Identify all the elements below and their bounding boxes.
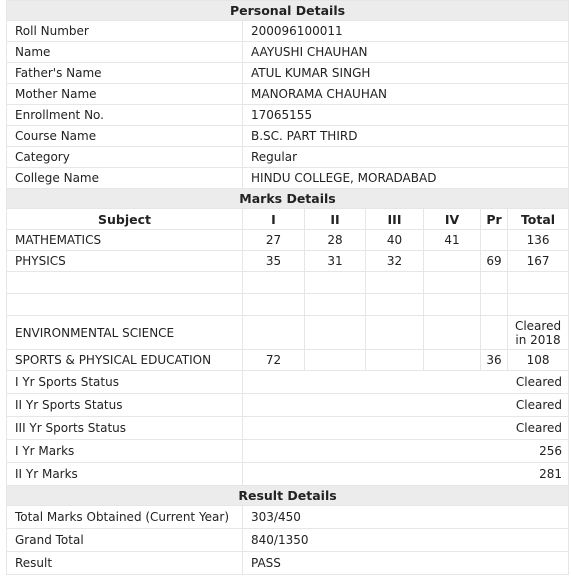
status-value: 256: [243, 440, 569, 463]
detail-row: [7, 42, 569, 63]
detail-row: [7, 105, 569, 126]
table-row: [7, 251, 569, 272]
status-label: I Yr Marks: [7, 440, 243, 463]
category-label: Category: [7, 147, 243, 168]
table-row: [7, 350, 569, 371]
mother-name-label: Mother Name: [7, 84, 243, 105]
status-row: [7, 440, 569, 463]
detail-row: [7, 506, 569, 529]
subject-name: MATHEMATICS: [7, 230, 243, 251]
col-ii: II: [305, 209, 366, 230]
college-value: HINDU COLLEGE, MORADABAD: [243, 168, 569, 189]
status-row: [7, 417, 569, 440]
enrollment-value: 17065155: [243, 105, 569, 126]
mark-total: 108: [508, 350, 569, 371]
mark-ii: [305, 350, 366, 371]
result-table: [6, 0, 569, 575]
detail-row: [7, 84, 569, 105]
personal-details-heading: Personal Details: [7, 1, 569, 21]
subject-name: ENVIRONMENTAL SCIENCE: [7, 316, 243, 350]
status-label: II Yr Sports Status: [7, 394, 243, 417]
mark-ii: 31: [305, 251, 366, 272]
result-value: PASS: [243, 552, 569, 575]
father-name-label: Father's Name: [7, 63, 243, 84]
mark-iii: [366, 350, 424, 371]
grand-total-label: Grand Total: [7, 529, 243, 552]
detail-row: [7, 63, 569, 84]
status-value: Cleared: [243, 371, 569, 394]
name-value: AAYUSHI CHAUHAN: [243, 42, 569, 63]
mark-pr: [481, 230, 508, 251]
col-iii: III: [366, 209, 424, 230]
detail-row: [7, 168, 569, 189]
col-iv: IV: [424, 209, 481, 230]
enrollment-label: Enrollment No.: [7, 105, 243, 126]
status-value: 281: [243, 463, 569, 486]
subject-name: PHYSICS: [7, 251, 243, 272]
total-marks-value: 303/450: [243, 506, 569, 529]
status-value: Cleared: [243, 417, 569, 440]
empty-row: [7, 272, 569, 294]
detail-row: [7, 552, 569, 575]
detail-row: [7, 21, 569, 42]
col-total: Total: [508, 209, 569, 230]
mark-iii: 40: [366, 230, 424, 251]
name-label: Name: [7, 42, 243, 63]
subject-name: SPORTS & PHYSICAL EDUCATION: [7, 350, 243, 371]
mark-pr: 36: [481, 350, 508, 371]
col-subject: Subject: [7, 209, 243, 230]
mark-iv: [424, 251, 481, 272]
table-row: [7, 316, 569, 350]
mark-pr: 69: [481, 251, 508, 272]
col-pr: Pr: [481, 209, 508, 230]
detail-row: [7, 126, 569, 147]
grand-total-value: 840/1350: [243, 529, 569, 552]
col-i: I: [243, 209, 305, 230]
mark-i: 72: [243, 350, 305, 371]
mark-i: 35: [243, 251, 305, 272]
college-label: College Name: [7, 168, 243, 189]
detail-row: [7, 147, 569, 168]
status-row: [7, 371, 569, 394]
marks-details-heading: Marks Details: [7, 189, 569, 209]
roll-number-label: Roll Number: [7, 21, 243, 42]
course-label: Course Name: [7, 126, 243, 147]
status-label: I Yr Sports Status: [7, 371, 243, 394]
mark-total: 136: [508, 230, 569, 251]
status-row: [7, 394, 569, 417]
roll-number-value: 200096100011: [243, 21, 569, 42]
result-label: Result: [7, 552, 243, 575]
mother-name-value: MANORAMA CHAUHAN: [243, 84, 569, 105]
status-value: Cleared: [243, 394, 569, 417]
mark-ii: 28: [305, 230, 366, 251]
father-name-value: ATUL KUMAR SINGH: [243, 63, 569, 84]
detail-row: [7, 529, 569, 552]
result-details-heading: Result Details: [7, 486, 569, 506]
empty-row: [7, 294, 569, 316]
status-label: III Yr Sports Status: [7, 417, 243, 440]
mark-i: 27: [243, 230, 305, 251]
mark-total: Cleared in 2018: [508, 316, 569, 350]
marks-header-row: [7, 209, 569, 230]
status-label: II Yr Marks: [7, 463, 243, 486]
course-value: B.SC. PART THIRD: [243, 126, 569, 147]
mark-iv: 41: [424, 230, 481, 251]
category-value: Regular: [243, 147, 569, 168]
table-row: [7, 230, 569, 251]
status-row: [7, 463, 569, 486]
mark-iii: 32: [366, 251, 424, 272]
mark-iv: [424, 350, 481, 371]
mark-total: 167: [508, 251, 569, 272]
total-marks-label: Total Marks Obtained (Current Year): [7, 506, 243, 529]
